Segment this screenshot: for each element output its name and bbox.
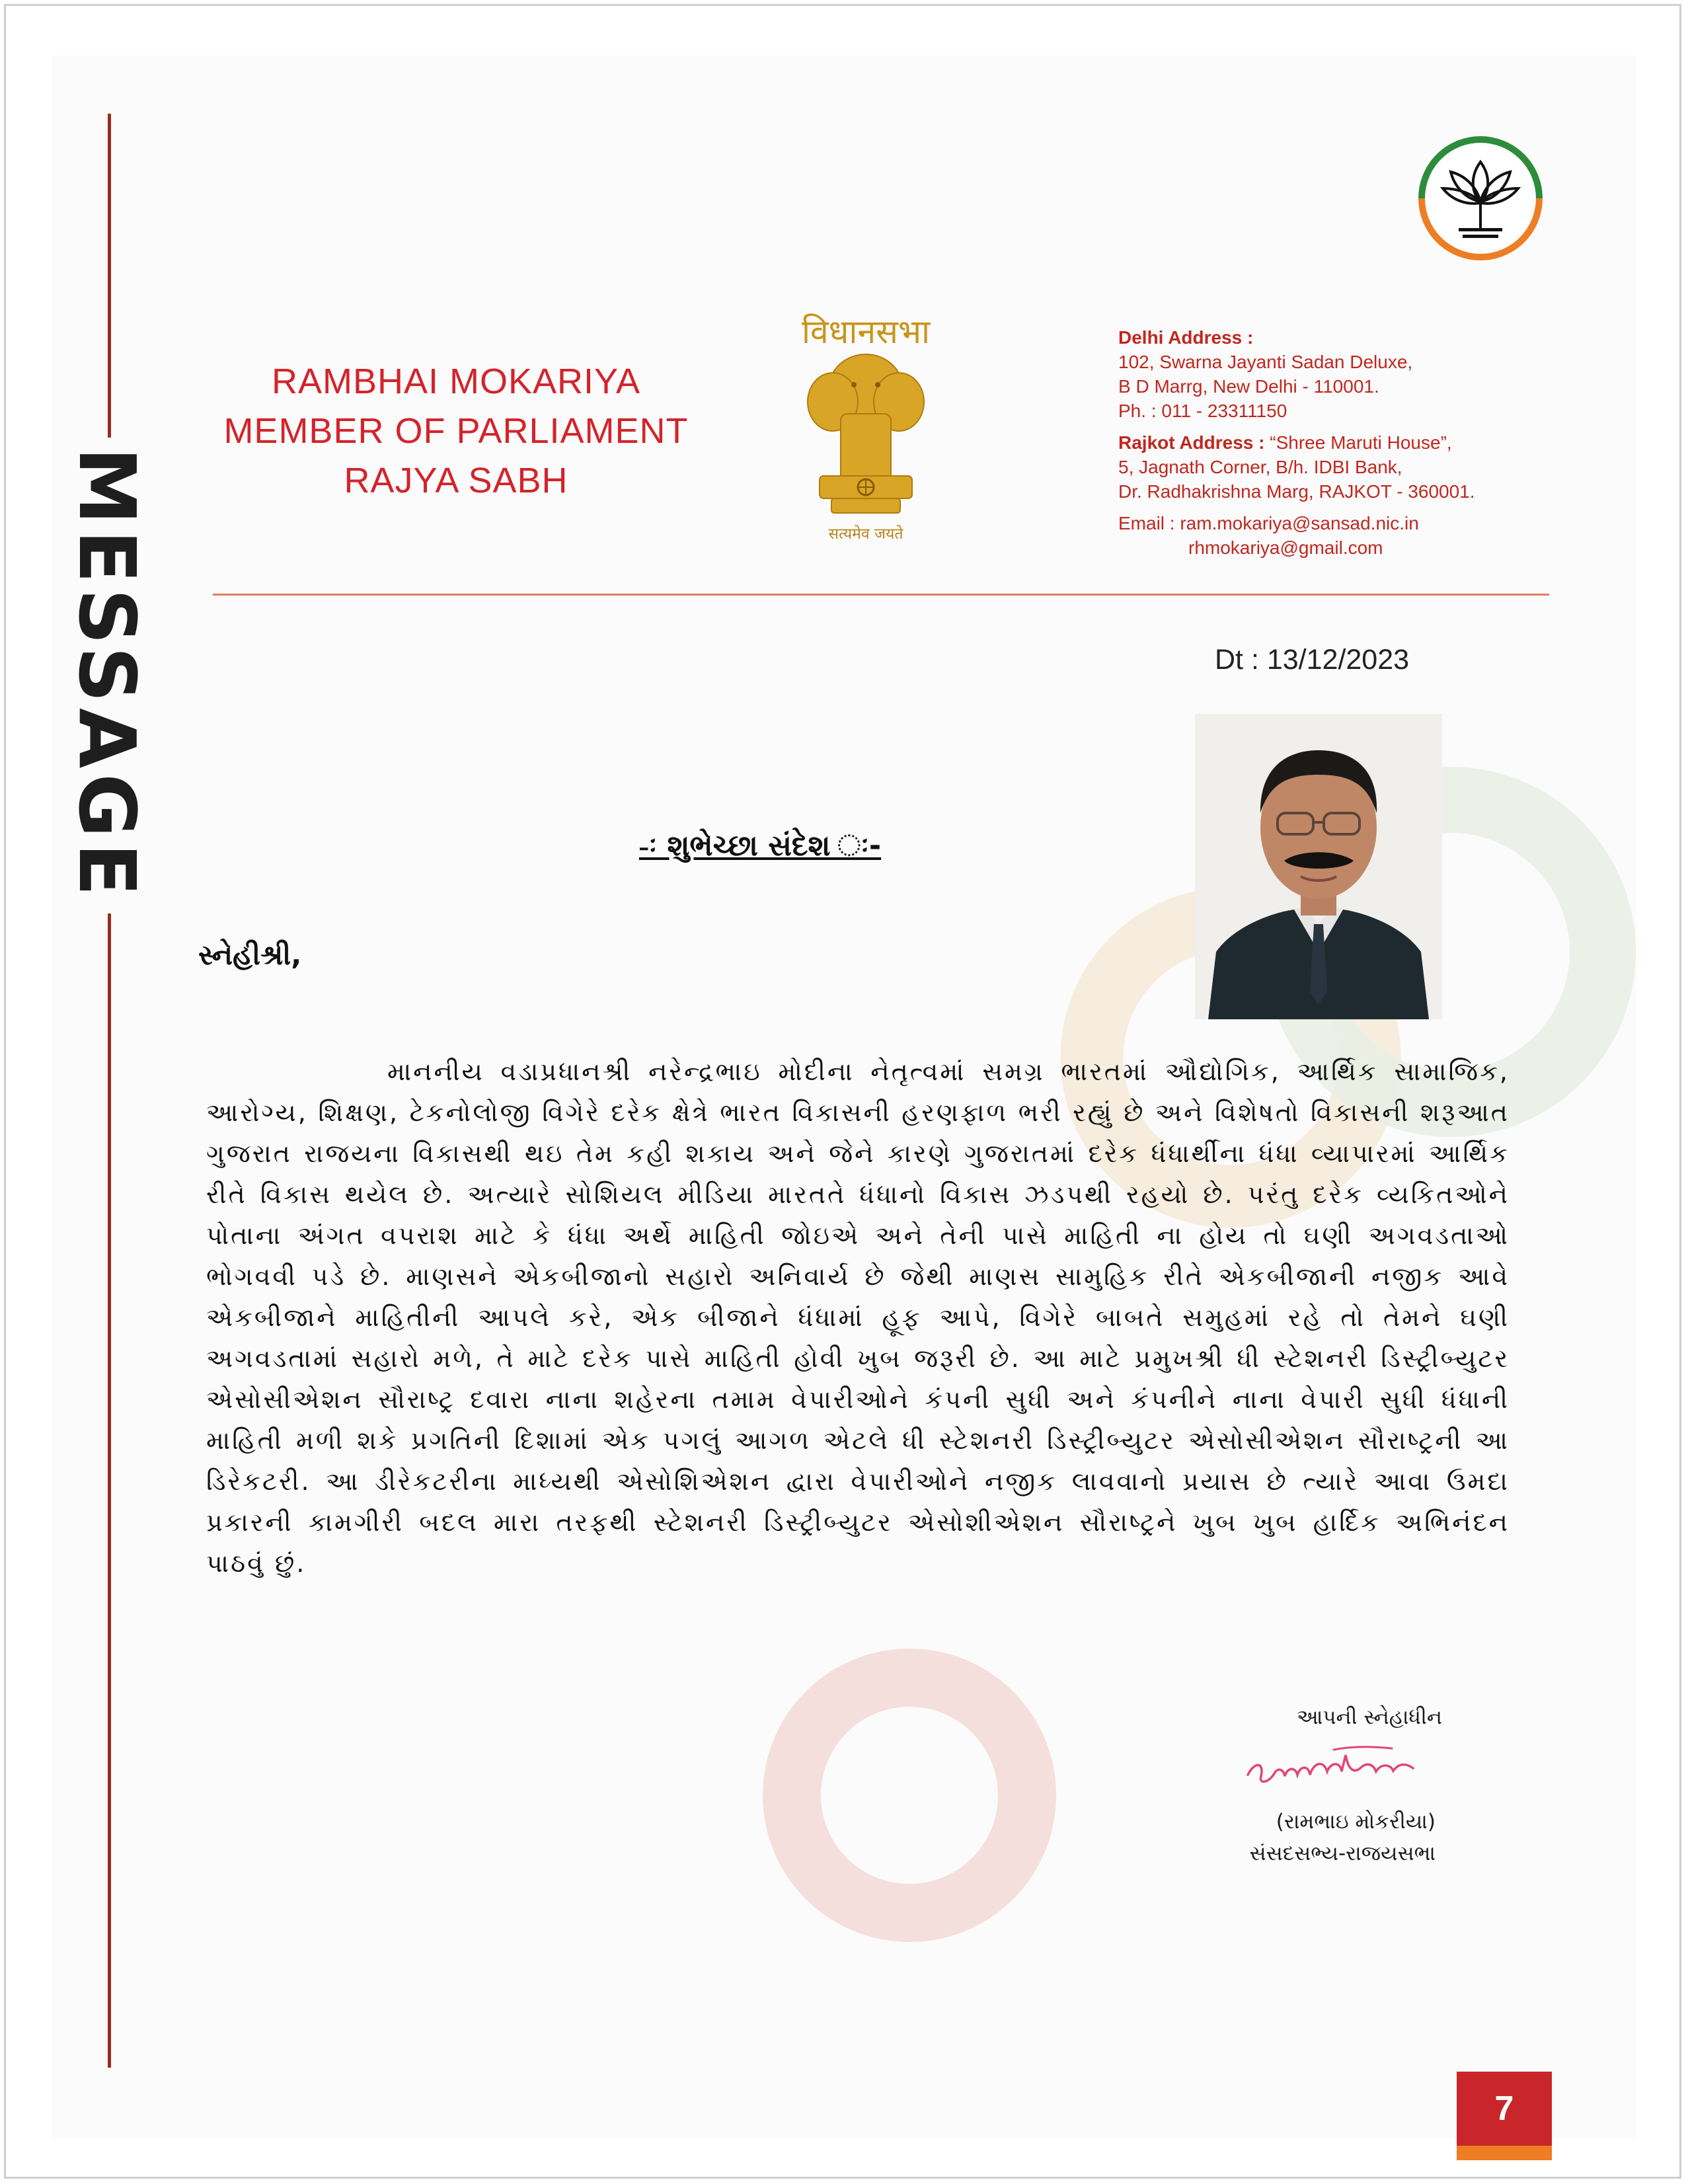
emblem-title: विधानसभा [801,313,931,351]
letter-date: Dt : 13/12/2023 [1215,644,1410,676]
mp-house: RAJYA SABH [344,461,568,500]
signatory-name: (રામભાઇ મોકરીયા) [1276,1810,1436,1834]
handwritten-signature [1235,1735,1433,1795]
email-secondary[interactable]: rhmokariya@gmail.com [1188,537,1383,558]
left-rule-bottom [108,914,111,2068]
page-number-box [1457,2072,1552,2160]
rajkot-address-line3: Dr. Radhakrishna Marg, RAJKOT - 360001. [1118,481,1475,502]
salutation: સ્નેહીશ્રી, [198,939,302,971]
page-number-accent-strip [1457,2146,1552,2160]
delhi-address-line2: B D Marrg, New Delhi - 110001. [1118,376,1379,397]
page-number: 7 [1494,2089,1514,2128]
emblem-motto: सत्यमेव जयते [828,526,903,543]
party-lotus-logo-icon [1418,136,1543,261]
signatory-title: સંસદસભ્ય-રાજયસભા [1249,1842,1436,1865]
message-body: માનનીય વડાપ્રધાનશ્રી નરેન્દ્રભાઇ મોદીના નેતૃત્વમાં સમગ્ર ભારતમાં ઔદ્યોગિક, આર્થિક સામાજિક, આરોગ્ય, શિક્ષણ, ટેકનોલોજી વિગેરે દરેક ક્ષેત્રે ભારત વિકાસની હરણફાળ ભરી રહ્યું છે અને વિશેષતો વિકાસની શરૂઆત ગુજરાત રાજયના વિકાસથી થઇ તેમ કહી શકાય અને જેને કારણે ગુજરાતમાં દરેક ધંધાર્થીના ધંધા વ્યાપારમાં આર્થિક રીતે વિકાસ થયેલ છે. અત્યારે સોશિયલ મીડિયા મારતતે ધંધાનો વિકાસ ઝડપથી રહયો છે. પરંતુ દરેક વ્યકિતઓને પોતાના અંગત વપરાશ માટે કે ધંધા અર્થે માહિતી જોઇએ અને તેની પાસે માહિતી ના હોય તો ઘણી અગવડતાઓ ભોગવવી પડે છે. માણસને એકબીજાનો સહારો અનિવાર્ય છે જેથી માણસ સામુહિક રીતે એકબીજાની નજીક આવે એકબીજાને માહિતીની આપલે કરે, એક બીજાને ધંધામાં હૂફ આપે, વિગેરે બાબતે સમુહમાં રહે તો તેમને ઘણી અગવડતામાં સહારો મળે, તે માટે દરેક પાસે માહિતી હોવી ખુબ જરૂરી છે. આ માટે પ્રમુખશ્રી ધી સ્ટેશનરી ડિસ્ટ્રીબ્યુટર એસોસીએશન સૌરાષ્ટ્ર દવારા નાના શહેરના તમામ વેપારીઓને કંપની સુધી અને કંપનીને નાના વેપારી સુધી ધંધાની માહિતી મળી શકે પ્રગતિની દિશામાં એક પગલું આગળ એટલે ધી સ્ટેશનરી ડિસ્ટ્રીબ્યુટર એસોસીએશન સૌરાષ્ટ્રની આ ડિરેકટરી. આ ડીરેકટરીના માધ્યથી એસોશિએશન દ્વારા વેપારીઓને નજીક લાવવાનો પ્રયાસ છે ત્યારે આવા ઉમદા પ્રકારની કામગીરી બદલ મારા તરફથી સ્ટેશનરી ડિસ્ટ્રીબ્યુટર એસોશીએશન સૌરાષ્ટ્રને ખુબ ખુબ હાર્દિક અભિનંદન પાઠવું છું. [206,1057,1510,1578]
mp-name: RAMBHAI MOKARIYA [271,362,641,401]
rajkot-address-line1: “Shree Maruti House”, [1270,432,1452,453]
delhi-address-line1: 102, Swarna Jayanti Sadan Deluxe, [1118,352,1413,372]
national-emblem-icon [793,350,939,522]
side-title: MESSAGE [61,447,153,902]
rajkot-address-line2: 5, Jagnath Corner, B/h. IDBI Bank, [1118,457,1402,477]
email-primary[interactable]: ram.mokariya@sansad.nic.in [1180,513,1419,533]
header-divider [213,594,1549,596]
mp-name-block [218,357,694,506]
delhi-phone: Ph. : 011 - 23311150 [1118,401,1287,421]
greeting-heading: -ઃ શુભેચ્છા સંદેશ ઃ- [638,829,882,863]
delhi-address-label: Delhi Address : [1118,327,1254,348]
rajkot-address-label: Rajkot Address : [1118,432,1265,453]
left-rule-top [108,114,111,438]
mp-designation: MEMBER OF PARLIAMENT [223,411,689,451]
mp-portrait-photo [1195,714,1442,1019]
closing-text: આપની સ્નેહાધીન [1296,1705,1442,1729]
address-block [1118,325,1594,560]
email-label: Email : [1118,513,1175,533]
